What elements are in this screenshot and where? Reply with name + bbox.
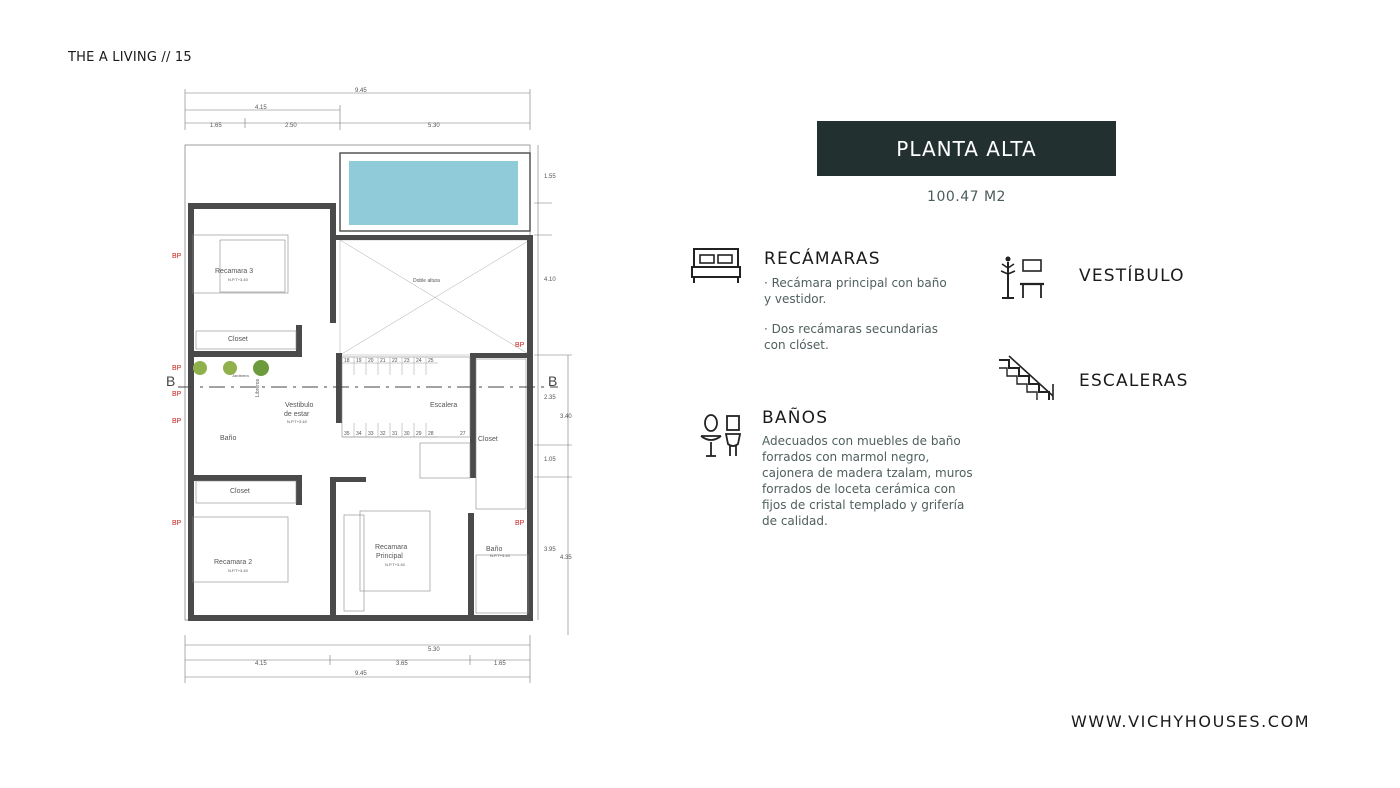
dim-bottom-right: 1.65 <box>494 661 506 667</box>
dim-top-total: 9.45 <box>355 88 367 94</box>
bp-marker: BP <box>172 418 182 425</box>
level-tag: N.P.T+3.40 <box>287 419 307 424</box>
double-height-void <box>340 240 530 355</box>
stairs <box>342 357 438 437</box>
recamaras-line: con clóset. <box>764 338 829 352</box>
dim-bottom-left: 4.15 <box>255 661 267 667</box>
level-tag: N.P.T+3.40 <box>385 562 405 567</box>
room-recamara-3: Recamara 3 <box>215 268 254 275</box>
bp-marker: BP <box>172 391 182 398</box>
level-tag: N.P.T+3.40 <box>490 553 510 558</box>
stair-num: 27 <box>460 431 466 437</box>
stair-num: 32 <box>380 431 386 437</box>
vestibulo-title: VESTÍBULO <box>1079 266 1185 286</box>
stair-num: 28 <box>428 431 434 437</box>
top-dimensions <box>185 89 530 130</box>
banos-line: forrados con marmol negro, <box>762 450 930 464</box>
dim-right-2: 4.10 <box>544 277 556 283</box>
dim-top-seg2: 2.50 <box>285 123 297 129</box>
stair-num: 20 <box>368 358 374 364</box>
section-label-left: B <box>166 373 176 389</box>
room-closet-left: Closet <box>230 488 250 495</box>
room-vestibulo-1: Vestibulo <box>285 402 314 409</box>
stair-num: 21 <box>380 358 386 364</box>
stair-num: 30 <box>404 431 410 437</box>
recamaras-title: RECÁMARAS <box>764 249 881 269</box>
room-bano-right: Baño <box>486 546 503 553</box>
website-url[interactable]: WWW.VICHYHOUSES.COM <box>1071 712 1311 731</box>
room-bano-left: Baño <box>220 435 237 442</box>
level-tag: N.P.T+3.40 <box>228 277 248 282</box>
room-closet-right: Closet <box>478 436 498 443</box>
banos-line: forrados de loceta cerámica con <box>762 482 956 496</box>
plan-title: PLANTA ALTA <box>896 136 1037 161</box>
floor-plan-drawing <box>160 85 590 685</box>
room-principal-1: Recamara <box>375 544 408 551</box>
stair-num: 22 <box>392 358 398 364</box>
banos-line: cajonera de madera tzalam, muros <box>762 466 973 480</box>
room-jardinera: Jardinera <box>232 373 249 378</box>
dim-top-seg1: 1.65 <box>210 123 222 129</box>
page-header-label: THE A LIVING // 15 <box>68 50 192 65</box>
stair-num: 29 <box>416 431 422 437</box>
dim-right-4: 3.40 <box>560 414 572 420</box>
plant-icon <box>193 361 207 375</box>
stair-num: 24 <box>416 358 422 364</box>
dim-top-seg3: 5.30 <box>428 123 440 129</box>
dim-bottom-mid: 3.65 <box>396 661 408 667</box>
recamaras-line: · Dos recámaras secundarias <box>764 322 938 336</box>
bed-icon <box>690 245 742 285</box>
banos-line: fijos de cristal templado y grifería <box>762 498 965 512</box>
stair-num: 31 <box>392 431 398 437</box>
double-height-label: Doble altura <box>413 278 440 284</box>
right-dimensions <box>534 145 572 635</box>
plan-area: 100.47 M2 <box>927 189 1006 205</box>
stair-num: 19 <box>356 358 362 364</box>
recamaras-description <box>764 275 964 353</box>
room-escalera: Escalera <box>430 402 458 409</box>
banos-line: Adecuados con muebles de baño <box>762 434 961 448</box>
plan-title-banner <box>817 121 1116 176</box>
dim-right-1: 1.55 <box>544 174 556 180</box>
dim-right-6: 3.95 <box>544 547 556 553</box>
dim-bottom-total: 9.45 <box>355 671 367 677</box>
room-principal-2: Principal <box>376 553 403 560</box>
room-recamara-2: Recamara 2 <box>214 559 253 566</box>
room-vestibulo-2: de estar <box>284 411 310 418</box>
coat-rack-desk-icon <box>998 254 1046 300</box>
bp-marker: BP <box>172 253 182 260</box>
dim-bottom-seg: 5.30 <box>428 647 440 653</box>
stair-num: 23 <box>404 358 410 364</box>
section-label-right: B <box>548 373 558 389</box>
stair-numbers <box>344 358 466 437</box>
plant-icon <box>253 360 269 376</box>
stair-num: 18 <box>344 358 350 364</box>
furniture <box>193 235 528 613</box>
recamaras-line: · Recámara principal con baño <box>764 276 947 290</box>
bp-marker: BP <box>515 520 525 527</box>
banos-title: BAÑOS <box>762 408 829 428</box>
room-libreros: Libreros <box>255 378 261 397</box>
stair-num: 34 <box>356 431 362 437</box>
recamaras-line: y vestidor. <box>764 292 827 306</box>
dim-right-7: 4.35 <box>560 555 572 561</box>
stairs-icon <box>997 354 1055 404</box>
bp-marker: BP <box>172 365 182 372</box>
sink-toilet-icon <box>698 414 744 458</box>
banos-description <box>762 433 977 529</box>
dim-right-3: 2.35 <box>544 395 556 401</box>
stair-num: 35 <box>344 431 350 437</box>
level-tag: N.P.T+3.40 <box>228 568 248 573</box>
stair-num: 33 <box>368 431 374 437</box>
floor-plan <box>160 85 590 685</box>
escaleras-title: ESCALERAS <box>1079 371 1189 391</box>
dim-right-5: 1.05 <box>544 457 556 463</box>
dim-top-left: 4.15 <box>255 105 267 111</box>
bp-marker: BP <box>515 342 525 349</box>
stair-num: 25 <box>428 358 434 364</box>
pool <box>349 161 518 225</box>
banos-line: de calidad. <box>762 514 828 528</box>
bp-marker: BP <box>172 520 182 527</box>
room-closet-top: Closet <box>228 336 248 343</box>
